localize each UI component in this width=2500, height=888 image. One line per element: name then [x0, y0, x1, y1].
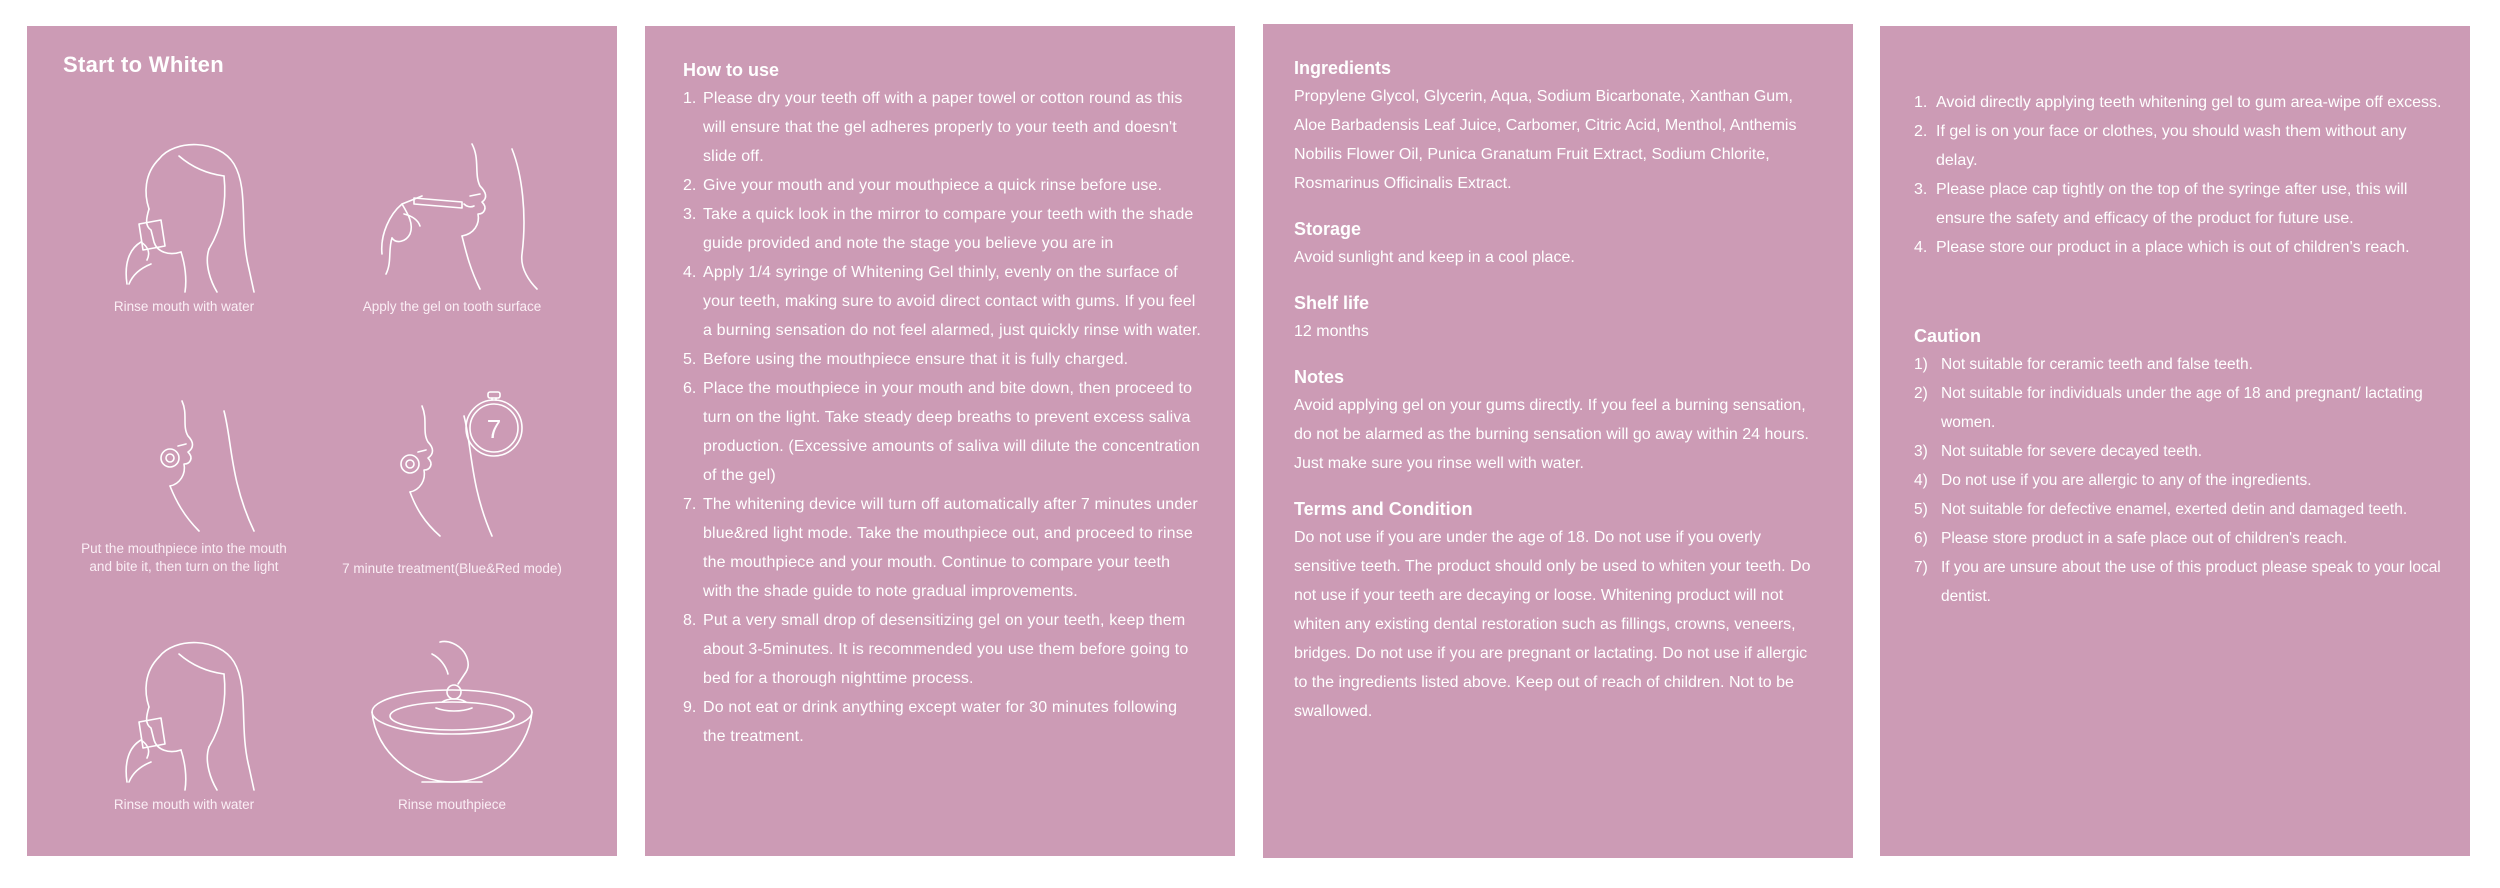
- storage-section: [1294, 215, 1823, 272]
- warnings-content: [1914, 88, 2442, 611]
- list-item: [683, 374, 1203, 490]
- item-text: Avoid directly applying teeth whitening gel to gum area-wipe off excess.: [1936, 94, 2442, 111]
- item-text: Place the mouthpiece in your mouth and bite down, then proceed to turn on the light. Take steady deep breaths to prevent excess saliva production. (Excessive amounts of saliva will dilute the concentration of the gel): [703, 380, 1200, 484]
- notes-section: [1294, 363, 1823, 478]
- warning-list: [1914, 88, 2442, 262]
- item-number: 2): [1914, 385, 1928, 402]
- section-text: Avoid applying gel on your gums directly. If you feel a burning sensation, do not be alarmed as the burning sensation will go away within 24 hours. Just make sure you rinse well with water.: [1294, 397, 1809, 472]
- list-item: [683, 200, 1203, 258]
- timer-digit: 7: [486, 414, 502, 444]
- section-heading: Notes: [1294, 367, 1345, 387]
- section-heading: Caution: [1914, 326, 1981, 346]
- list-item: [1914, 466, 2442, 495]
- item-text: If you are unsure about the use of this product please speak to your local dentist.: [1941, 559, 2441, 605]
- item-number: 6): [1914, 530, 1928, 547]
- how-to-use-panel: [645, 26, 1235, 856]
- list-item: [1914, 233, 2442, 262]
- mouthpiece-bite-icon: [104, 396, 264, 536]
- item-text: Please store our product in a place which is out of children's reach.: [1936, 239, 2410, 256]
- item-text: Please store product in a safe place out of children's reach.: [1941, 530, 2348, 547]
- item-number: 4.: [1914, 239, 1928, 256]
- terms-section: [1294, 495, 1823, 726]
- step-mouthpiece-bite: [59, 396, 309, 576]
- item-number: 8.: [683, 612, 697, 629]
- section-heading: Ingredients: [1294, 58, 1392, 78]
- rinse-mouth-icon: [99, 632, 269, 792]
- warnings-panel: [1880, 26, 2470, 856]
- item-number: 5): [1914, 501, 1928, 518]
- item-text: Please dry your teeth off with a paper towel or cotton round as this will ensure that the gel adheres properly to your teeth and doesn't slide off.: [703, 90, 1183, 165]
- caution-list: [1914, 350, 2442, 611]
- item-text: Not suitable for severe decayed teeth.: [1941, 443, 2203, 460]
- step-caption: Rinse mouth with water: [113, 797, 255, 812]
- item-text: Apply 1/4 syringe of Whitening Gel thinly, evenly on the surface of your teeth, making sure to avoid direct contact with gums. If you feel a burning sensation do not feel alarmed, just quickly rinse with water.: [703, 264, 1202, 339]
- item-number: 4.: [683, 264, 697, 281]
- ingredients-section: [1294, 54, 1823, 198]
- list-item: [683, 490, 1203, 606]
- item-number: 2.: [1914, 123, 1928, 140]
- ingredients-panel: [1263, 24, 1853, 858]
- list-item: [1914, 437, 2442, 466]
- item-text: If gel is on your face or clothes, you should wash them without any delay.: [1936, 123, 2407, 169]
- item-number: 3.: [683, 206, 697, 223]
- list-item: [683, 258, 1203, 345]
- item-text: Please place cap tightly on the top of the syringe after use, this will ensure the safety and efficacy of the product for future use.: [1936, 181, 2408, 227]
- step-caption: 7 minute treatment(Blue&Red mode): [342, 561, 562, 576]
- step-rinse-mouthpiece: [327, 632, 577, 814]
- step-rinse-mouth: [59, 134, 309, 316]
- ingredients-content: [1294, 54, 1823, 743]
- step-caption: Rinse mouth with water: [113, 299, 255, 314]
- item-number: 9.: [683, 699, 697, 716]
- step-apply-gel: [327, 134, 577, 316]
- item-number: 1): [1914, 356, 1928, 373]
- item-text: The whitening device will turn off automatically after 7 minutes under blue&red light mode. Take the mouthpiece out, and proceed to rinse the mouthpiece and your mouth. Continue to compare your teeth with the shade guide to note gradual improvements.: [703, 496, 1198, 600]
- list-item: [1914, 553, 2442, 611]
- section-text: 12 months: [1294, 323, 1369, 340]
- list-item: [683, 84, 1203, 171]
- item-text: Put a very small drop of desensitizing gel on your teeth, keep them about 3-5minutes. It is recommended you use them before going to bed for a thorough nighttime process.: [703, 612, 1189, 687]
- step-caption: [59, 540, 309, 576]
- step-caption: Rinse mouthpiece: [397, 797, 507, 812]
- list-item: [1914, 524, 2442, 553]
- item-number: 6.: [683, 380, 697, 397]
- item-text: Before using the mouthpiece ensure that it is fully charged.: [703, 351, 1129, 368]
- item-number: 5.: [683, 351, 697, 368]
- list-item: [683, 606, 1203, 693]
- item-number: 1.: [683, 90, 697, 107]
- step-caption-line: and bite it, then turn on the light: [89, 559, 279, 574]
- step-timer-treatment: [327, 386, 577, 578]
- list-item: [1914, 350, 2442, 379]
- section-heading: Storage: [1294, 219, 1362, 239]
- item-number: 4): [1914, 472, 1928, 489]
- step-rinse-mouth-2: [59, 632, 309, 814]
- start-to-whiten-panel: [27, 26, 617, 856]
- how-to-use-section: [683, 56, 1203, 751]
- apply-gel-icon: [362, 134, 542, 294]
- section-heading: How to use: [683, 60, 780, 80]
- section-text: Do not use if you are under the age of 18. Do not use if you overly sensitive teeth. The product should only be used to whiten your teeth. Do not use if your teeth are decaying or loose. Whitening product will not whiten any existing dental restoration such as fillings, crowns, veneers, bridges. Do not use if you are pregnant or lactating. Do not use if allergic to the ingredients listed above. Keep out of reach of children. Not to be swallowed.: [1294, 529, 1811, 720]
- list-item: [1914, 379, 2442, 437]
- step-caption: Apply the gel on tooth surface: [362, 299, 542, 314]
- section-heading: Shelf life: [1294, 293, 1370, 313]
- list-item: [683, 693, 1203, 751]
- item-number: 3): [1914, 443, 1928, 460]
- item-number: 7): [1914, 559, 1928, 576]
- item-number: 2.: [683, 177, 697, 194]
- item-number: 7.: [683, 496, 697, 513]
- item-text: Not suitable for defective enamel, exerted detin and damaged teeth.: [1941, 501, 2408, 518]
- list-item: [683, 345, 1203, 374]
- list-item: [1914, 88, 2442, 117]
- item-text: Give your mouth and your mouthpiece a quick rinse before use.: [703, 177, 1163, 194]
- list-item: [1914, 175, 2442, 233]
- section-text: Avoid sunlight and keep in a cool place.: [1294, 249, 1575, 266]
- item-number: 1.: [1914, 94, 1928, 111]
- rinse-mouth-icon: [99, 134, 269, 294]
- rinse-mouthpiece-bowl-icon: [362, 632, 542, 792]
- item-number: 3.: [1914, 181, 1928, 198]
- panel-title: Start to Whiten: [63, 52, 224, 77]
- shelf-life-section: [1294, 289, 1823, 346]
- item-text: Do not eat or drink anything except water for 30 minutes following the treatment.: [703, 699, 1178, 745]
- list-item: [1914, 495, 2442, 524]
- step-caption-line: Put the mouthpiece into the mouth: [81, 541, 287, 556]
- item-text: Not suitable for ceramic teeth and false teeth.: [1941, 356, 2253, 373]
- timer-treatment-icon: [362, 386, 542, 556]
- list-item: [683, 171, 1203, 200]
- caution-section: [1914, 322, 2442, 611]
- instruction-list: [683, 84, 1203, 751]
- section-text: Propylene Glycol, Glycerin, Aqua, Sodium Bicarbonate, Xanthan Gum, Aloe Barbadensis Leaf Juice, Carbomer, Citric Acid, Menthol, Anthemis Nobilis Flower Oil, Punica Granatum Fruit Extract, Sodium Chlorite, Rosmarinus Officinalis Extract.: [1294, 88, 1797, 192]
- item-text: Not suitable for individuals under the age of 18 and pregnant/ lactating women.: [1941, 385, 2423, 431]
- item-text: Take a quick look in the mirror to compare your teeth with the shade guide provided and note the stage you believe you are in: [703, 206, 1194, 252]
- list-item: [1914, 117, 2442, 175]
- section-heading: Terms and Condition: [1294, 499, 1473, 519]
- item-text: Do not use if you are allergic to any of the ingredients.: [1941, 472, 2312, 489]
